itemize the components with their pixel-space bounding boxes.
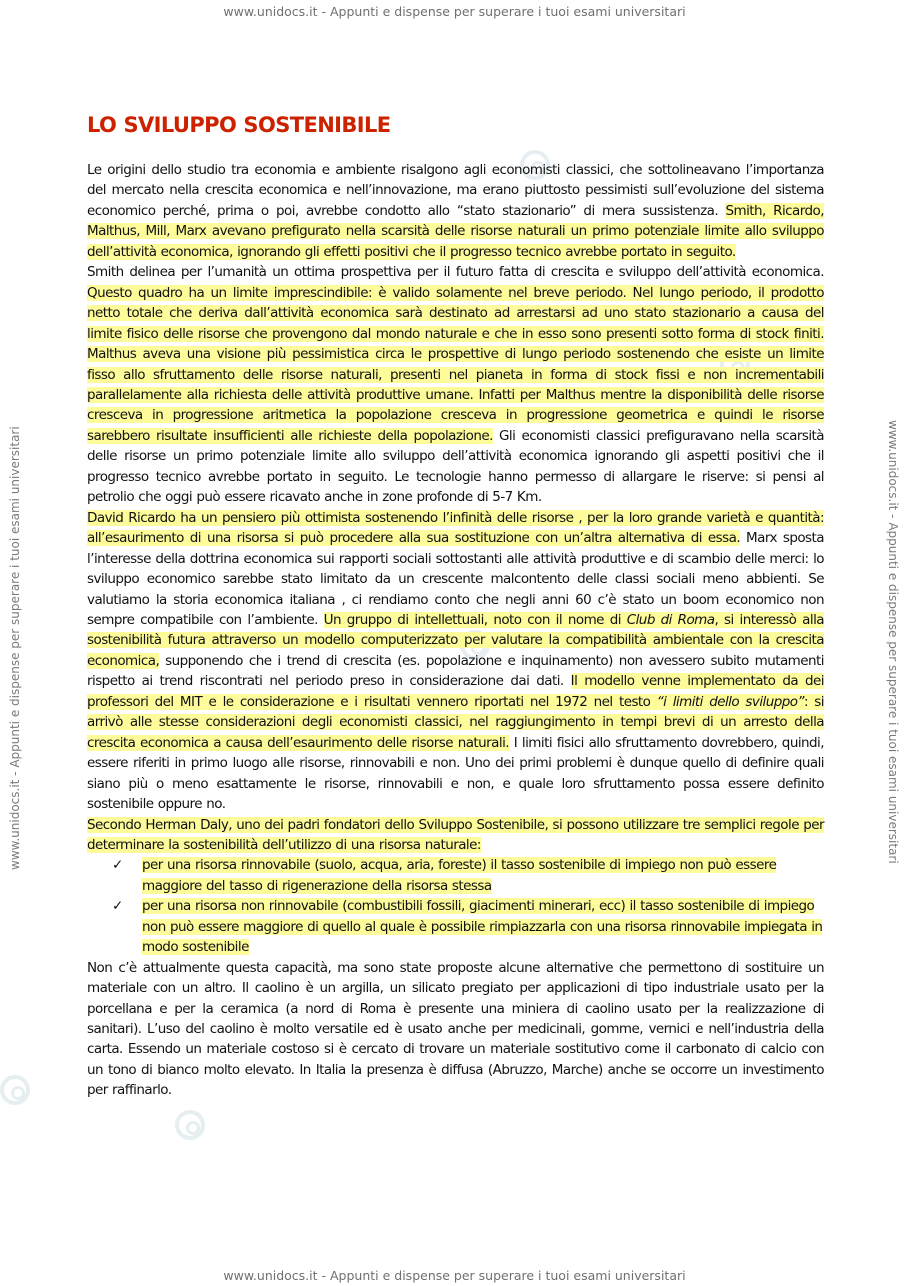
paragraph-text: I limiti fisici allo sfruttamento dovrebbero, quindi, essere riferiti in primo luogo alle risorse, rinnovabili e non. Uno dei primi problemi è dunque quello di definire quali siano più o meno esattamente le risorse, rinnovabili e non, e quale loro sfruttamento possa essere definito sostenibile oppure no.	[87, 734, 824, 813]
mit-model-intro: Il modello venne implementato da dei professori del MIT e le considerazione e i risultati vennero riportati nel 1972 nel testo	[87, 673, 824, 710]
paragraph-caolino: Non c’è attualmente questa capacità, ma sono state proposte alcune alternative che permettono di sostituire un materiale con un altro. Il caolino è un argilla, un silicato pregiato per applicazioni di tipo industriale usato per la porcellana e per la ceramica (a nord di Roma è presente una miniera di caolino usato per la realizzazione di sanitari). L’uso del caolino è molto versatile ed è usato anche per medicinali, gomme, vernici e nell’industria della carta. Essendo un materiale costoso si è cercato di trovare un materiale sostitutivo come il carbonato di calcio con un tono di bianco molto elevato. In Italia la presenza è diffusa (Abruzzo, Marche) anche se occorre un investimento per raffinarlo.	[87, 959, 824, 1099]
header-watermark: www.unidocs.it - Appunti e dispense per superare i tuoi esami universitari	[223, 4, 686, 19]
page-title: LO SVILUPPO SOSTENIBILE	[87, 113, 391, 137]
mit-model-rest: : si arrivò alle stesse considerazioni degli economisti classici, nel raggiungimento in tempi brevi di un arresto della crescita economica a causa dell’esaurimento delle risorse naturali.	[87, 693, 824, 751]
paragraph-text: Marx sposta l’interesse della dottrina economica sui rapporti sociali sottostanti alle attività produttive e di scambio delle merci: lo sviluppo economico sarebbe stato limitato da un crescente malcontento delle classi sociali meno abbienti. Se valutiamo la storia economica italiana , ci rendiamo conto che negli anni 60 c’è stato un boom economico non sempre compatibile con l’ambiente.	[87, 530, 824, 628]
checkmark-icon: ✓	[112, 857, 123, 874]
unidocs-logo-icon	[175, 1110, 205, 1140]
paragraph-ricardo-marx	[87, 508, 824, 815]
club-di-roma-name: Club di Roma	[626, 611, 715, 628]
highlighted-text: Smith, Ricardo, Malthus, Mill, Marx avevano prefigurato nella scarsità delle risorse naturali un primo potenziale limite allo sviluppo dell’attività economica, ignorando gli effetti positivi che il progresso tecnico avrebbe portato in seguito.	[87, 202, 825, 260]
paragraph-text: Smith delinea per l’umanità un ottima prospettiva per il futuro fatta di crescita e sviluppo dell’attività economica.	[87, 264, 824, 281]
paragraph-text: supponendo che i trend di crescita (es. popolazione e inquinamento) non avessero subito mutamenti rispetto ai trend riscontrati nel periodo preso in considerazione dai dati.	[87, 652, 824, 690]
daly-rules-list	[87, 855, 824, 957]
list-item	[87, 855, 824, 896]
highlighted-text: David Ricardo ha un pensiero più ottimista sostenendo l’infinità delle risorse , per la loro grande varietà e quantità: all’esaurimento di una risorsa si può procedere alla sua sostituzione con un’altra alternativa di essa.	[87, 509, 824, 547]
paragraph-text: Le origini dello studio tra economia e ambiente risalgono agli economisti classici, che sottolineavano l’importanza del mercato nella crescita economica e nell’innovazione, ma erano piuttosto pessimisti sull’evoluzione del sistema economico perché, prima o poi, avrebbe condotto allo “stato stazionario” di mera sussistenza.	[87, 162, 824, 219]
paragraph-text: Infatti per Malthus mentre la disponibilità delle risorse cresceva in progressione aritmetica la popolazione cresceva in progressione geometrica e quindi le risorse sarebbero risultate insufficienti alle richieste della popolazione.	[87, 386, 824, 444]
document-body	[87, 110, 824, 1101]
paragraph-origins	[87, 160, 824, 262]
footer-watermark: www.unidocs.it - Appunti e dispense per superare i tuoi esami universitari	[223, 1268, 686, 1283]
rule-text: per una risorsa rinnovabile (suolo, acqua, aria, foreste) il tasso sostenibile di impiego non può essere maggiore del tasso di rigenerazione della risorsa stessa	[142, 857, 777, 894]
checkmark-icon: ✓	[112, 898, 123, 915]
unidocs-logo-icon	[0, 1075, 30, 1105]
paragraph-text: Gli economisti classici prefiguravano nella scarsità delle risorse un primo potenziale limite allo sviluppo dell’attività economica ignorando gli aspetti positivi che il progresso tecnico avrebbe portato in seguito. Le tecnologie hanno permesso di allargare le riserve: si pensi al petrolio che oggi può essere ricavato anche in zone profonde di 5-7 Km.	[87, 427, 824, 506]
club-di-roma-intro: Un gruppo di intellettuali, noto con il nome di	[323, 611, 627, 628]
highlighted-text: Questo quadro ha un limite imprescindibile: è valido solamente nel breve periodo. Nel lungo periodo, il prodotto netto totale che deriva dall’attività economica sarà destinato ad arrestarsi ad uno stato stazionario a causa del limite fisico delle risorse che provengono dal mondo naturale e che in esso sono presenti sotto forma di stock finiti. Malthus aveva una visione più pessimistica circa le prospettive di lungo periodo sostenendo che esiste un limite fisso allo sfruttamento delle risorse naturali, presenti nel pianeta in forma di stock fissi e non incrementabili parallelamente alla richiesta delle attività produttive umane.	[87, 284, 824, 403]
side-watermark-left: www.unidocs.it - Appunti e dispense per superare i tuoi esami universitari	[8, 426, 22, 870]
side-watermark-right: www.unidocs.it - Appunti e dispense per superare i tuoi esami universitari	[886, 420, 900, 864]
paragraph-smith-malthus	[87, 262, 824, 507]
paragraph-daly	[87, 815, 824, 856]
rule-text: per una risorsa non rinnovabile (combustibili fossili, giacimenti minerari, ecc) il tasso sostenibile di impiego non può essere maggiore di quello al quale è possibile rimpiazzarla con una risorsa rinnovabile impiegata in modo sostenibile	[142, 898, 823, 956]
highlighted-text: Secondo Herman Daly, uno dei padri fondatori dello Sviluppo Sostenibile, si possono utilizzare tre semplici regole per determinare la sostenibilità dell’utilizzo di una risorsa naturale:	[87, 816, 824, 853]
book-title: “i limiti dello sviluppo”	[656, 693, 804, 710]
club-di-roma-rest: , si interessò alla sostenibilità futura attraverso un modello computerizzato per valutare la compatibilità ambientale con la crescita economica,	[87, 611, 825, 669]
list-item	[87, 896, 824, 957]
